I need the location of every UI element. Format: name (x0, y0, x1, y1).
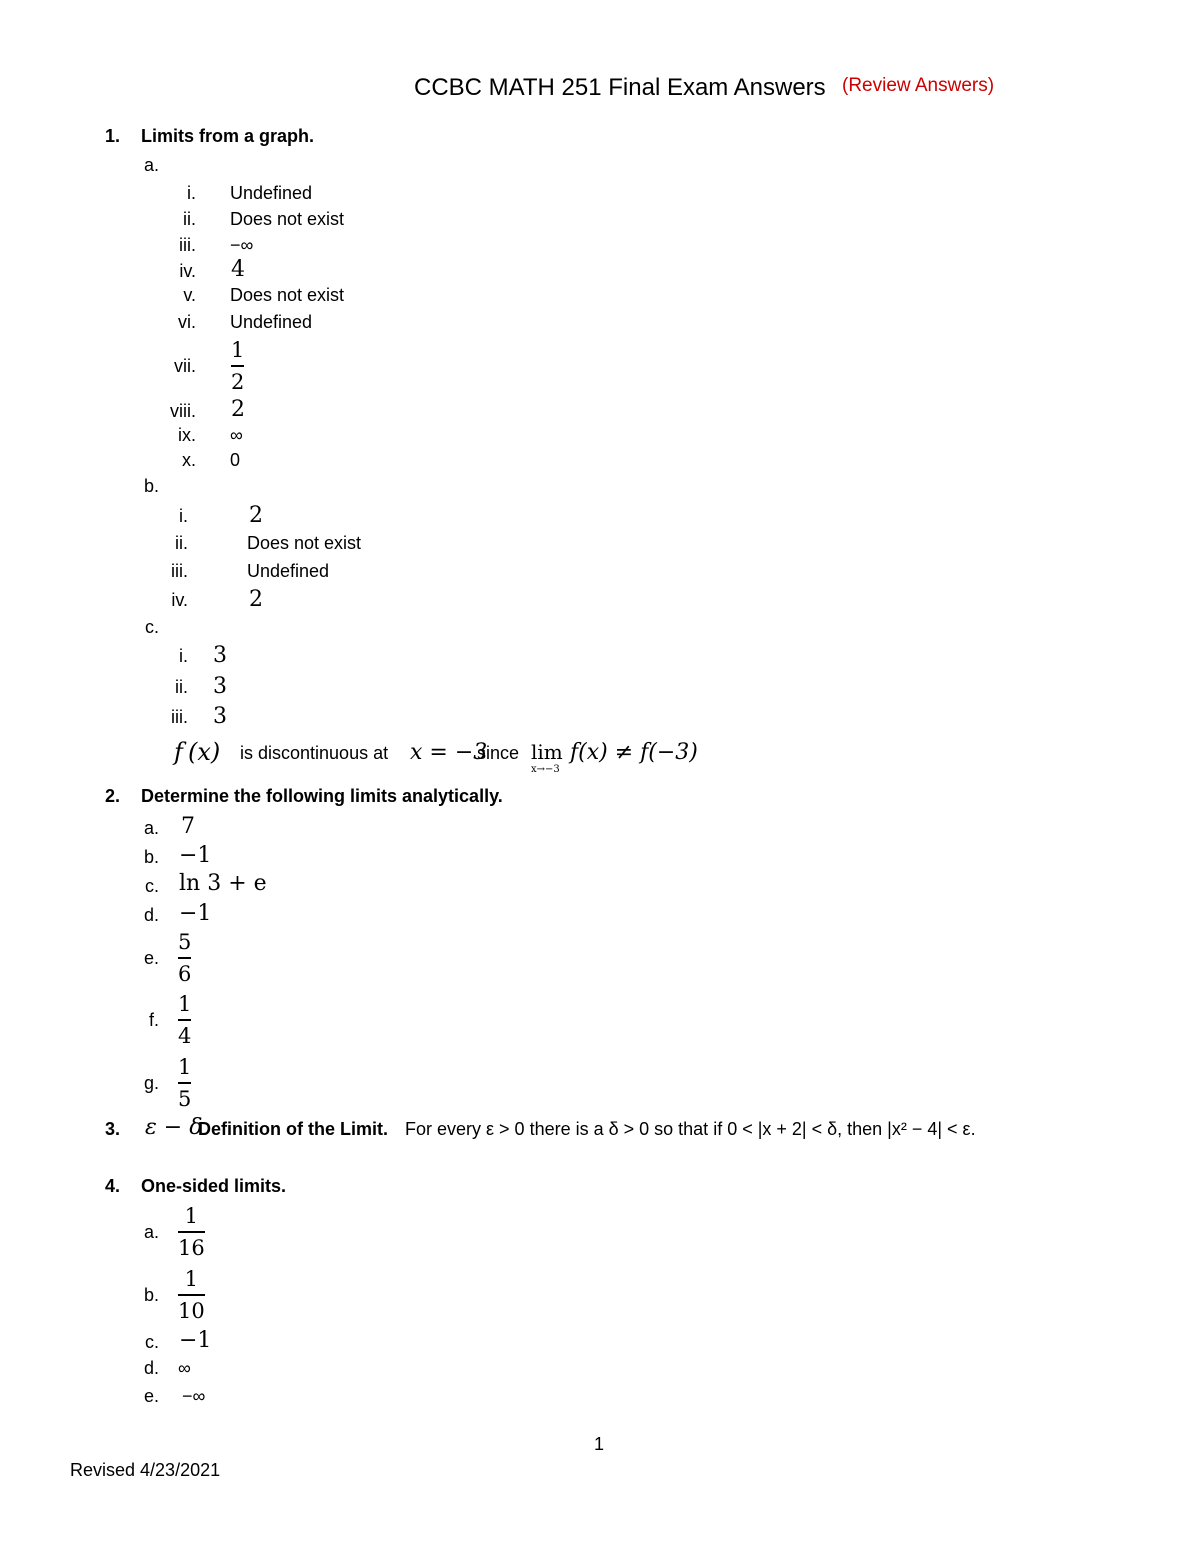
q4-fraction (178, 1203, 205, 1261)
fraction-numerator: 1 (184, 1267, 199, 1291)
q1a-roman: x. (181, 450, 196, 470)
q2-label: a. (143, 818, 159, 838)
fraction-bar (178, 1082, 191, 1084)
q4-answer: −∞ (182, 1386, 206, 1406)
q1b-roman: iii. (171, 561, 188, 581)
q4-heading: One-sided limits. (141, 1176, 287, 1196)
fraction-numerator: 5 (178, 930, 192, 954)
q4-label: d. (143, 1358, 159, 1378)
fraction-denominator: 4 (178, 1023, 192, 1048)
q2-answer: ln 3 + e (179, 871, 267, 896)
q2-fraction (178, 991, 191, 1049)
q1c-note-lim: lim (531, 740, 563, 764)
fraction-denominator: 16 (178, 1235, 205, 1260)
q4-answer: ∞ (178, 1358, 191, 1378)
q4-label: b. (143, 1285, 159, 1305)
q1b-answer: Undefined (247, 561, 330, 581)
q2-label: b. (143, 847, 159, 867)
q2-label: e. (143, 948, 159, 968)
q1c-note-x: (x) (188, 738, 221, 766)
q1c-note-since: since (477, 743, 520, 763)
q1a-fraction (231, 337, 244, 395)
q2-label: d. (143, 905, 159, 925)
q3-number: 3. (104, 1119, 120, 1139)
q1b-roman: i. (179, 506, 188, 526)
fraction-bar (178, 1294, 205, 1296)
q1a-answer: −∞ (230, 235, 254, 255)
q1a-answer: Does not exist (230, 209, 345, 229)
q2-label: g. (143, 1073, 159, 1093)
page-number: 1 (594, 1434, 605, 1454)
q1a-roman: v. (183, 285, 196, 305)
q1c-note-rhs: f(x) ≠ f(−3) (570, 740, 698, 765)
q1a-roman: ii. (183, 209, 196, 229)
q1a-roman: ix. (178, 425, 196, 445)
fraction-bar (178, 1231, 205, 1233)
q1b-answer: 2 (249, 587, 263, 612)
q1c-answer: 3 (213, 674, 227, 699)
q3-text: For every ε > 0 there is a δ > 0 so that if 0 < |x + 2| < δ, then |x² − 4| < ε. (405, 1119, 976, 1139)
q1a-roman: vi. (178, 312, 196, 332)
q1c-note-eq: x = −3 (410, 740, 488, 765)
q2-label: c. (144, 876, 159, 896)
q2-number: 2. (104, 786, 120, 806)
q3-heading: Definition of the Limit. (198, 1119, 388, 1139)
fraction-bar (231, 365, 244, 367)
q1a-roman: iv. (179, 261, 196, 281)
q4-label: a. (143, 1222, 159, 1242)
q1a-roman: vii. (174, 356, 196, 376)
fraction-denominator: 2 (231, 369, 245, 394)
q1a-roman: i. (187, 183, 196, 203)
q1a-label: a. (143, 155, 159, 175)
q4-number: 4. (104, 1176, 120, 1196)
q1a-answer: ∞ (230, 425, 243, 445)
q3-symbol: ε − δ (145, 1115, 203, 1140)
page-subtitle: (Review Answers) (842, 75, 995, 96)
q1c-roman: iii. (171, 707, 188, 727)
q4-label: c. (144, 1332, 159, 1352)
q1c-note-lim-sub: x→−3 (531, 764, 560, 775)
q1a-roman: viii. (170, 401, 196, 421)
fraction-numerator: 1 (231, 338, 245, 362)
q1b-label: b. (143, 476, 159, 496)
q1b-answer: 2 (249, 503, 263, 528)
q2-heading: Determine the following limits analytically. (141, 786, 503, 806)
q2-fraction (178, 1054, 191, 1112)
q1b-roman: ii. (175, 533, 188, 553)
q1a-answer: Undefined (230, 312, 313, 332)
q1c-label: c. (144, 617, 159, 637)
q1a-answer: Undefined (230, 183, 313, 203)
q2-answer: −1 (179, 843, 212, 868)
q1a-answer: 4 (231, 257, 245, 282)
q4-answer: −1 (179, 1328, 212, 1353)
q2-fraction (178, 929, 191, 987)
q1c-answer: 3 (213, 704, 227, 729)
q1a-answer: Does not exist (230, 285, 345, 305)
q1-heading: Limits from a graph. (141, 126, 315, 146)
q1c-roman: ii. (175, 677, 188, 697)
q1c-note-text: is discontinuous at (240, 743, 389, 763)
q4-fraction (178, 1266, 205, 1324)
q2-answer: 7 (181, 814, 195, 839)
fraction-numerator: 1 (184, 1204, 199, 1228)
q1b-answer: Does not exist (247, 533, 362, 553)
fraction-numerator: 1 (178, 992, 192, 1016)
fraction-bar (178, 1019, 191, 1021)
q1c-roman: i. (179, 646, 188, 666)
q1a-roman: iii. (179, 235, 196, 255)
q1b-roman: iv. (171, 590, 188, 610)
q1a-answer: 2 (231, 397, 245, 422)
fraction-numerator: 1 (178, 1055, 192, 1079)
fraction-bar (178, 957, 191, 959)
page-title: CCBC MATH 251 Final Exam Answers (414, 74, 826, 101)
q2-label: f. (148, 1010, 159, 1030)
fraction-denominator: 6 (178, 961, 192, 986)
revised-date: Revised 4/23/2021 (70, 1460, 221, 1480)
q1c-note-f: f (174, 738, 183, 766)
q4-label: e. (143, 1386, 159, 1406)
fraction-denominator: 10 (178, 1298, 205, 1323)
q1-number: 1. (104, 126, 120, 146)
q1a-answer: 0 (230, 450, 241, 470)
q2-answer: −1 (179, 901, 212, 926)
fraction-denominator: 5 (178, 1086, 192, 1111)
q1c-answer: 3 (213, 643, 227, 668)
